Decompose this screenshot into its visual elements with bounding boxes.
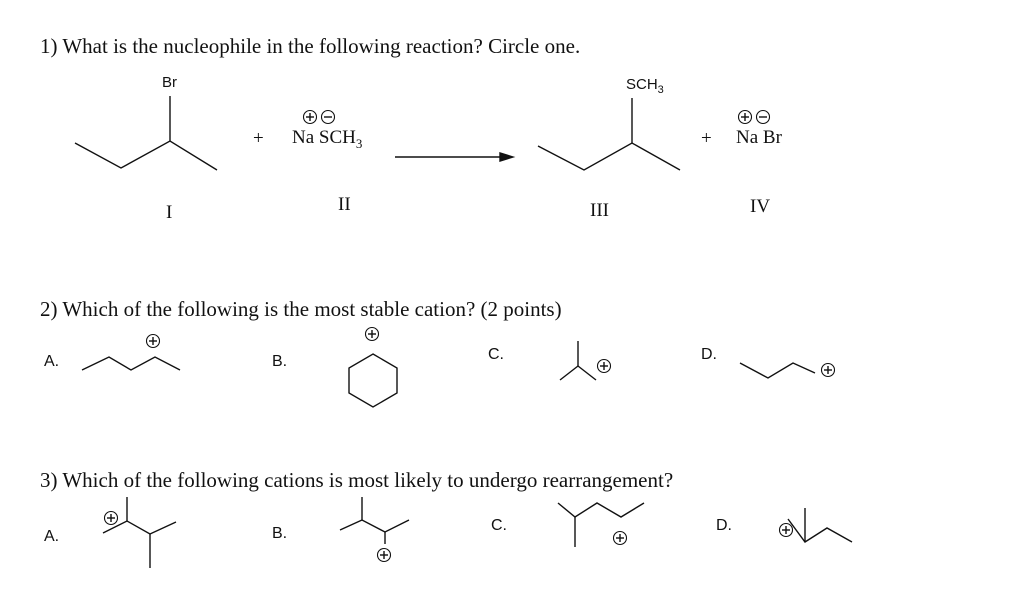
q3-option-b-structure (340, 497, 409, 562)
q2-option-c-structure (560, 341, 611, 380)
q2-option-d-letter: D. (701, 346, 717, 363)
reagent-ii-minus-charge-icon (322, 111, 335, 124)
q2-option-d-structure (740, 363, 835, 378)
sodium-bromide-formula: Na Br (736, 127, 782, 148)
q3-option-b-letter: B. (272, 525, 288, 542)
q2-option-b-letter: B. (272, 353, 288, 370)
q3-option-d-structure (780, 508, 853, 542)
question-2-text: 2) Which of the following is the most stable cation? (2 points) (40, 297, 562, 321)
product-iv-plus-charge-icon (739, 111, 752, 124)
label-roman-i: I (166, 202, 173, 223)
q2-option-b-structure (349, 328, 397, 408)
question-3-text: 3) Which of the following cations is most likely to undergo rearrangement? (40, 468, 674, 492)
question-1-text: 1) What is the nucleophile in the following reaction? Circle one. (40, 34, 581, 58)
q3-option-c-letter: C. (491, 517, 507, 534)
plus-sign-products: + (701, 128, 712, 149)
q2-option-a-letter: A. (44, 353, 60, 370)
reaction-arrow-icon (395, 153, 513, 161)
sch3-substituent-label: $SCH_3$ (626, 76, 664, 96)
q3-option-a-structure (103, 497, 176, 568)
sodium-methanethiolate-formula: Na $SCH_3$ (292, 127, 363, 151)
label-roman-iii: III (590, 200, 609, 221)
product-iii-skeleton (538, 98, 680, 170)
label-roman-iv: IV (750, 196, 771, 217)
bromo-substituent-label: Br (162, 74, 177, 91)
reactant-i-skeleton (75, 96, 217, 170)
q2-option-a-structure (82, 335, 180, 371)
q2-option-c-letter: C. (488, 346, 504, 363)
label-roman-ii: II (338, 194, 351, 215)
q3-option-d-letter: D. (716, 517, 732, 534)
q3-option-a-letter: A. (44, 528, 60, 545)
reagent-ii-plus-charge-icon (304, 111, 317, 124)
q3-option-c-structure (558, 503, 644, 547)
plus-sign-reactants: + (253, 128, 264, 149)
product-iv-minus-charge-icon (757, 111, 770, 124)
